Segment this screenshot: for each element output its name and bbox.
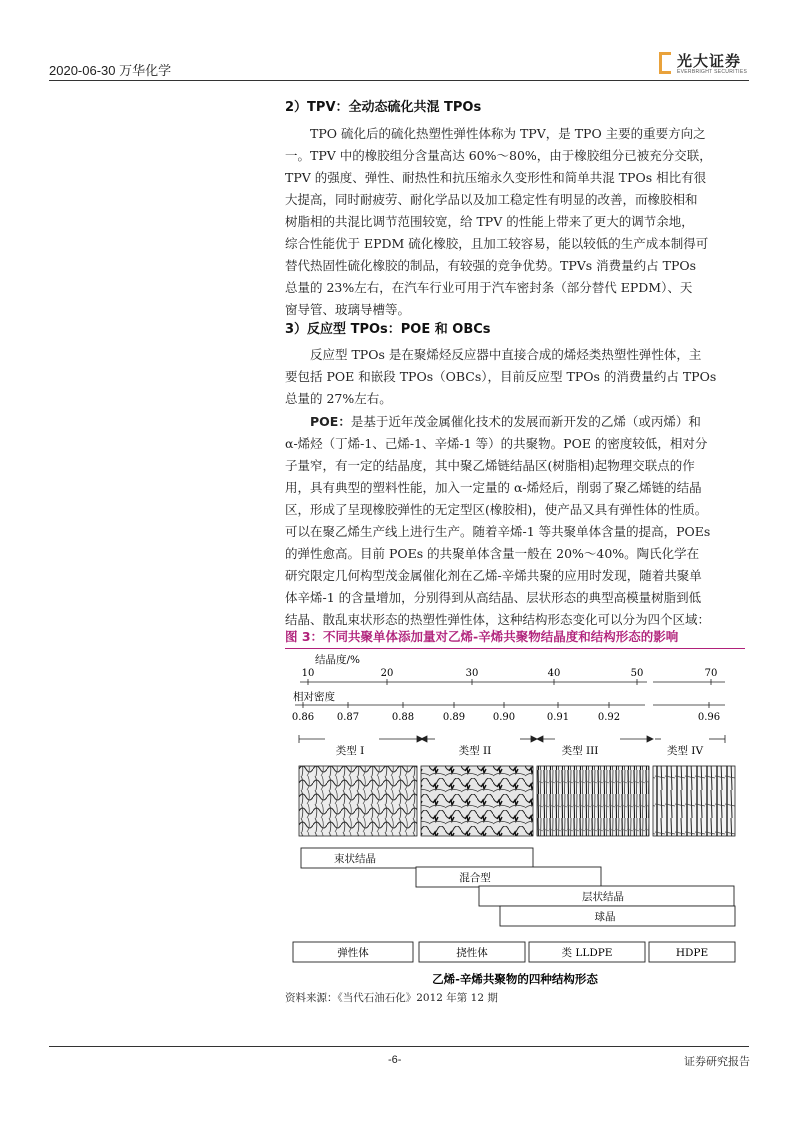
section-2-body bbox=[285, 123, 745, 321]
crystallinity-label: 结晶度/% bbox=[315, 654, 361, 666]
class-label: 类 LLDPE bbox=[561, 947, 613, 959]
section-3-heading: 3）反应型 TPOs：POE 和 OBCs bbox=[285, 322, 491, 337]
header-rule bbox=[49, 80, 749, 81]
crystallinity-tick: 20 bbox=[380, 668, 394, 679]
poe-line: 结晶、散乱束状形态的热塑性弹性体，这种结构形态变化可以分为四个区域： bbox=[285, 612, 711, 627]
poe-paragraph bbox=[285, 411, 745, 631]
poe-line: 研究限定几何构型茂金属催化剂在乙烯-辛烯共聚的应用时发现，随着共聚单 bbox=[285, 568, 702, 583]
type-label: 类型 I bbox=[335, 745, 365, 757]
poe-line: 的弹性愈高。目前 POEs 的共聚单体含量一般在 20%～40%。陶氏化学在 bbox=[285, 546, 700, 561]
section-2 bbox=[285, 96, 745, 115]
poe-line: α-烯烃（丁烯-1、己烯-1、辛烯-1 等）的共聚物。POE 的密度较低，相对分 bbox=[285, 436, 708, 451]
density-tick: 0.89 bbox=[442, 712, 466, 723]
figure-caption: 乙烯-辛烯共聚物的四种结构形态 bbox=[432, 972, 598, 986]
poe-lead: POE： bbox=[310, 414, 351, 429]
bar-label: 混合型 bbox=[459, 872, 491, 884]
section-3-body bbox=[285, 344, 745, 410]
figure-source: 资料来源：《当代石油石化》2012 年第 12 期 bbox=[285, 992, 498, 1004]
type-label: 类型 III bbox=[561, 745, 599, 757]
density-tick: 0.96 bbox=[697, 712, 721, 723]
bar-label: 球晶 bbox=[594, 911, 616, 923]
class-label: 挠性体 bbox=[456, 947, 488, 959]
company-logo bbox=[659, 50, 749, 78]
section-3 bbox=[285, 318, 745, 337]
crystallinity-tick: 40 bbox=[547, 668, 561, 679]
section-2-line: 大提高，同时耐疲劳、耐化学品以及加工稳定性有明显的改善，而橡胶相和 bbox=[285, 192, 698, 207]
density-tick: 0.88 bbox=[391, 712, 415, 723]
micrograph-type-1 bbox=[299, 766, 417, 836]
micrograph-type-2 bbox=[421, 766, 533, 836]
type-range-arrows bbox=[299, 735, 725, 743]
section-2-line: 总量的 23%左右，在汽车行业可用于汽车密封条（部分替代 EPDM）、天 bbox=[285, 280, 693, 295]
section-3-line: 要包括 POE 和嵌段 TPOs（OBCs），目前反应型 TPOs 的消费量约占 TPOs bbox=[285, 369, 717, 384]
poe-line: 用，具有典型的塑料性能，加入一定量的 α-烯烃后，削弱了聚乙烯链的结晶 bbox=[285, 480, 702, 495]
type-label: 类型 IV bbox=[666, 745, 704, 757]
section-3-line: 总量的 27%左右。 bbox=[285, 391, 392, 406]
bar-spherulite bbox=[500, 906, 735, 926]
logo-mark-icon bbox=[659, 52, 671, 74]
logo-english: EVERBRIGHT SECURITIES bbox=[677, 69, 748, 75]
crystallinity-axis bbox=[300, 679, 725, 685]
section-2-line: 一。TPV 中的橡胶组分含量高达 60%～80%，由于橡胶组分已被充分交联， bbox=[285, 148, 712, 163]
header-date-company: 2020-06-30 万华化学 bbox=[49, 63, 172, 78]
density-tick: 0.86 bbox=[291, 712, 315, 723]
section-2-line: 树脂相的共混比调节范围较宽，给 TPV 的性能上带来了更大的调节余地， bbox=[285, 214, 694, 229]
section-2-line: 窗导管、玻璃导槽等。 bbox=[285, 302, 411, 317]
section-2-line: TPO 硫化后的硫化热塑性弹性体称为 TPV，是 TPO 主要的重要方向之 bbox=[310, 126, 706, 141]
density-tick: 0.92 bbox=[597, 712, 621, 723]
poe-first-line: 是基于近年茂金属催化技术的发展而新开发的乙烯（或丙烯）和 bbox=[350, 414, 701, 429]
poe-line: 子量窄，有一定的结晶度，其中聚乙烯链结晶区(树脂相)起物理交联点的作 bbox=[285, 458, 695, 473]
poe-line: 可以在聚乙烯生产线上进行生产。随着辛烯-1 等共聚单体含量的提高，POEs bbox=[285, 524, 711, 539]
poe-line: 体辛烯-1 的含量增加，分别得到从高结晶、层状形态的典型高模量树脂到低 bbox=[285, 590, 702, 605]
poe-line: 区，形成了呈现橡胶弹性的无定型区(橡胶相)，使产品又具有弹性体的性质。 bbox=[285, 502, 708, 517]
bar-mixed bbox=[416, 867, 601, 887]
density-label: 相对密度 bbox=[293, 691, 335, 703]
crystallinity-tick: 70 bbox=[704, 668, 718, 679]
report-type: 证券研究报告 bbox=[684, 1055, 750, 1068]
type-label: 类型 II bbox=[458, 745, 492, 757]
crystallinity-tick: 50 bbox=[630, 668, 644, 679]
figure-title-rule bbox=[285, 648, 745, 649]
figure-title: 图 3：不同共聚单体添加量对乙烯-辛烯共聚物结晶度和结构形态的影响 bbox=[285, 629, 679, 644]
bar-label: 束状结晶 bbox=[334, 853, 376, 865]
class-label: HDPE bbox=[675, 947, 709, 959]
section-2-line: TPV 的强度、弹性、耐热性和抗压缩永久变形性和简单共混 TPOs 相比有很 bbox=[285, 170, 707, 185]
micrograph-type-3 bbox=[537, 766, 649, 836]
density-tick: 0.90 bbox=[492, 712, 516, 723]
section-2-heading: 2）TPV：全动态硫化共混 TPOs bbox=[285, 100, 482, 115]
crystallinity-tick: 10 bbox=[301, 668, 315, 679]
section-3-line: 反应型 TPOs 是在聚烯烃反应器中直接合成的烯烃类热塑性弹性体，主 bbox=[310, 347, 702, 362]
poe-line bbox=[285, 411, 745, 433]
density-tick: 0.87 bbox=[336, 712, 360, 723]
crystallinity-tick: 30 bbox=[465, 668, 479, 679]
bar-label: 层状结晶 bbox=[582, 891, 624, 903]
footer-rule bbox=[49, 1046, 749, 1047]
density-tick: 0.91 bbox=[546, 712, 570, 723]
page-number: -6- bbox=[388, 1054, 402, 1066]
section-2-line: 综合性能优于 EPDM 硫化橡胶，且加工较容易，能以较低的生产成本制得可 bbox=[285, 236, 709, 251]
logo-name: 光大证券 bbox=[677, 52, 742, 70]
section-2-line: 替代热固性硫化橡胶的制品，有较强的竞争优势。TPVs 消费量约占 TPOs bbox=[285, 258, 697, 273]
class-label: 弹性体 bbox=[337, 947, 369, 959]
morphology-figure bbox=[285, 650, 745, 990]
density-axis bbox=[295, 702, 725, 708]
micrograph-type-4 bbox=[653, 766, 735, 836]
